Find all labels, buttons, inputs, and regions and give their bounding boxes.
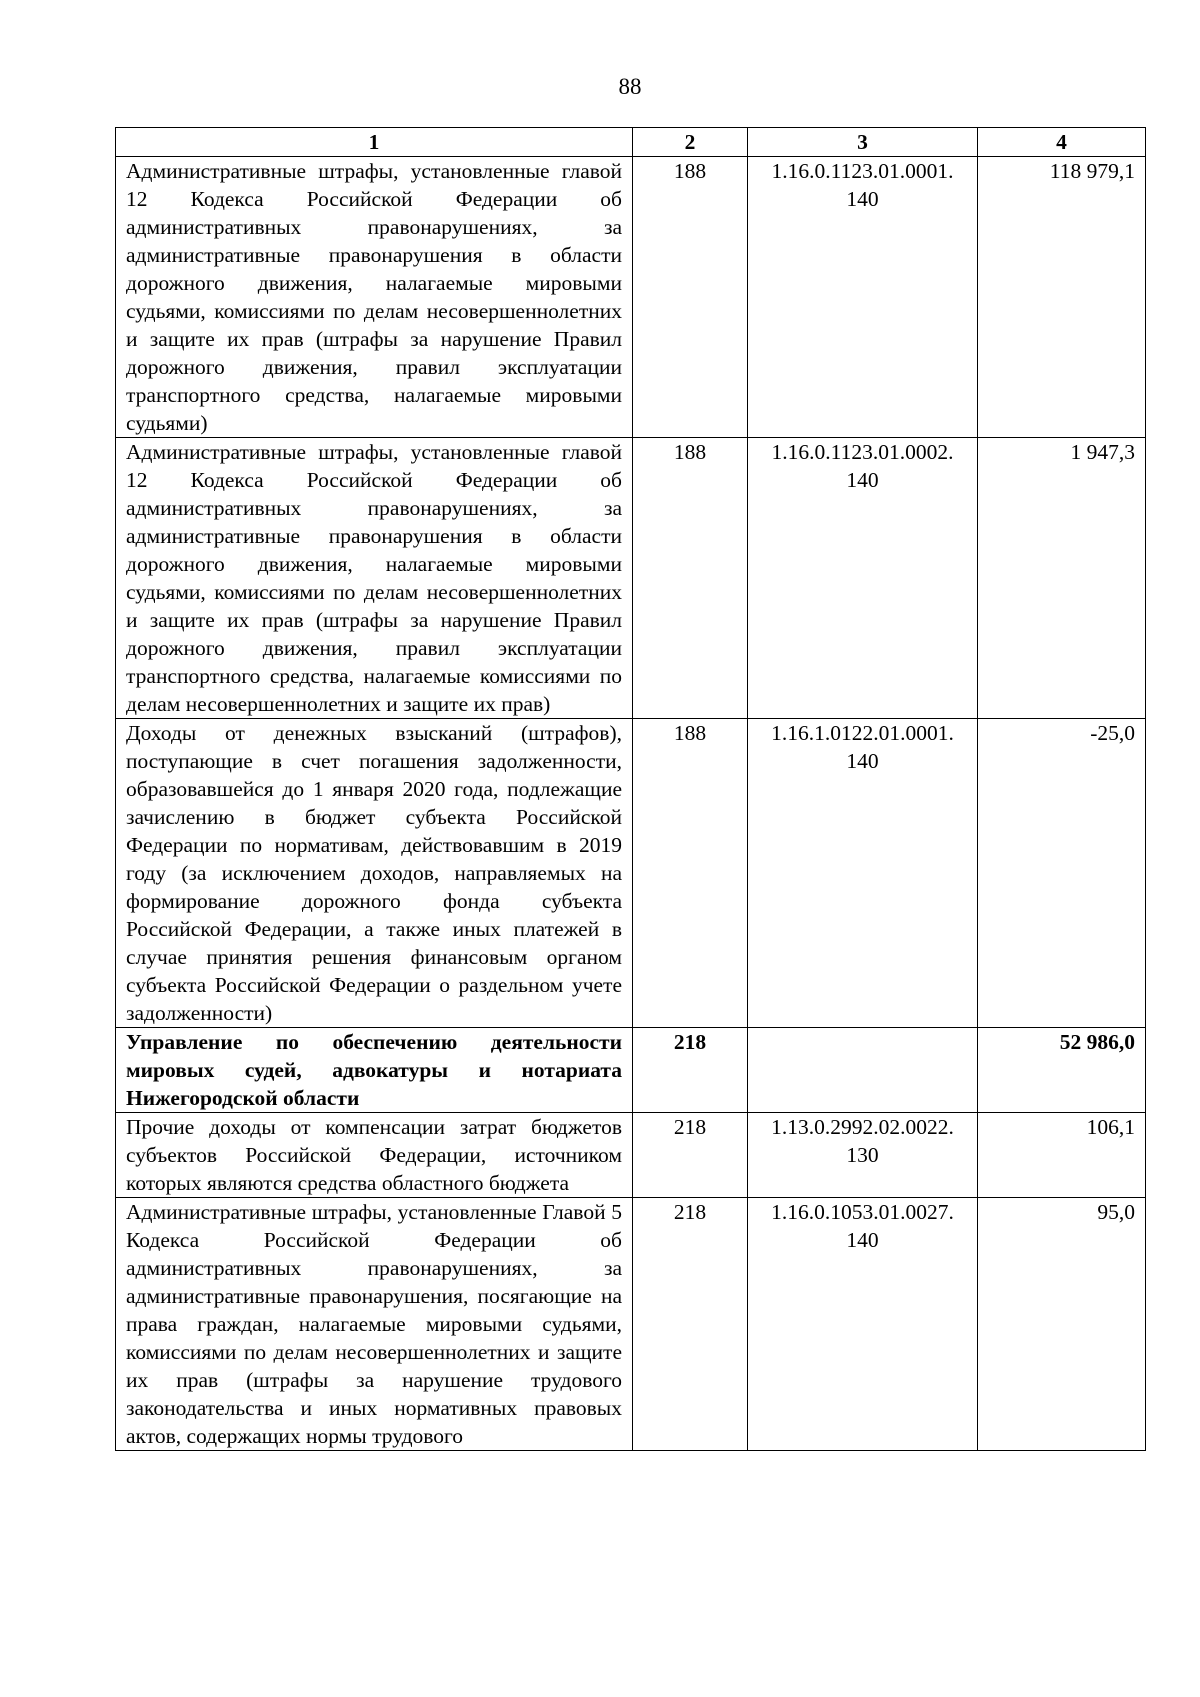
code-line-2: 140 [846, 187, 879, 211]
row-name: Прочие доходы от компенсации затрат бюджетов субъектов Российской Федерации, источником которых являются средства областного бюджета [116, 1113, 633, 1198]
row-amount: 95,0 [978, 1198, 1146, 1451]
column-header-1: 1 [116, 128, 633, 157]
row-amount: 106,1 [978, 1113, 1146, 1198]
row-admin-code: 218 [633, 1198, 748, 1451]
row-classification-code [748, 157, 978, 438]
row-classification-code [748, 438, 978, 719]
code-line-2: 130 [846, 1143, 879, 1167]
row-admin-code: 188 [633, 719, 748, 1028]
row-classification-code [748, 1028, 978, 1113]
row-name: Управление по обеспечению деятельности мировых судей, адвокатуры и нотариата Нижегородской области [116, 1028, 633, 1113]
code-line-1: 1.16.0.1053.01.0027. [771, 1200, 954, 1224]
column-header-3: 3 [748, 128, 978, 157]
table-row [116, 1113, 1146, 1198]
row-amount: -25,0 [978, 719, 1146, 1028]
table-header-row [116, 128, 1146, 157]
table-row-section-header [116, 1028, 1146, 1113]
row-classification-code [748, 1198, 978, 1451]
page-number: 88 [618, 74, 642, 99]
row-name: Административные штрафы, установленные главой 12 Кодекса Российской Федерации об административных правонарушениях, за административные правонарушения в области дорожного движения, налагаемые мировыми судьями, комиссиями по делам несовершеннолетних и защите их прав (штрафы за нарушение Правил дорожного движения, правил эксплуатации транспортного средства, налагаемые мировыми судьями) [116, 157, 633, 438]
table-row [116, 719, 1146, 1028]
table-row [116, 157, 1146, 438]
code-line-1: 1.13.0.2992.02.0022. [771, 1115, 954, 1139]
table-row [116, 1198, 1146, 1451]
column-header-2: 2 [633, 128, 748, 157]
code-line-2: 140 [846, 468, 879, 492]
code-line-2: 140 [846, 1228, 879, 1252]
row-classification-code [748, 719, 978, 1028]
row-admin-code: 188 [633, 157, 748, 438]
row-amount: 118 979,1 [978, 157, 1146, 438]
row-name: Административные штрафы, установленные главой 12 Кодекса Российской Федерации об административных правонарушениях, за административные правонарушения в области дорожного движения, налагаемые мировыми судьями, комиссиями по делам несовершеннолетних и защите их прав (штрафы за нарушение Правил дорожного движения, правил эксплуатации транспортного средства, налагаемые комиссиями по делам несовершеннолетних и защите их прав) [116, 438, 633, 719]
row-amount: 1 947,3 [978, 438, 1146, 719]
row-name: Доходы от денежных взысканий (штрафов), поступающие в счет погашения задолженности, образовавшейся до 1 января 2020 года, подлежащие зачислению в бюджет субъекта Российской Федерации по нормативам, действовавшим в 2019 году (за исключением доходов, направляемых на формирование дорожного фонда субъекта Российской Федерации, а также иных платежей в случае принятия решения финансовым органом субъекта Российской Федерации о раздельном учете задолженности) [116, 719, 633, 1028]
table-row [116, 438, 1146, 719]
code-line-1: 1.16.0.1123.01.0001. [771, 159, 954, 183]
column-header-4: 4 [978, 128, 1146, 157]
code-line-1: 1.16.0.1123.01.0002. [771, 440, 954, 464]
row-classification-code [748, 1113, 978, 1198]
row-admin-code: 218 [633, 1028, 748, 1113]
code-line-2: 140 [846, 749, 879, 773]
row-admin-code: 188 [633, 438, 748, 719]
revenue-table [115, 127, 1146, 1451]
row-amount: 52 986,0 [978, 1028, 1146, 1113]
row-name: Административные штрафы, установленные Главой 5 Кодекса Российской Федерации об административных правонарушениях, за административные правонарушения, посягающие на права граждан, налагаемые мировыми судьями, комиссиями по делам несовершеннолетних и защите их прав (штрафы за нарушение трудового законодательства и иных нормативных правовых актов, содержащих нормы трудового [116, 1198, 633, 1451]
row-admin-code: 218 [633, 1113, 748, 1198]
code-line-1: 1.16.1.0122.01.0001. [771, 721, 954, 745]
